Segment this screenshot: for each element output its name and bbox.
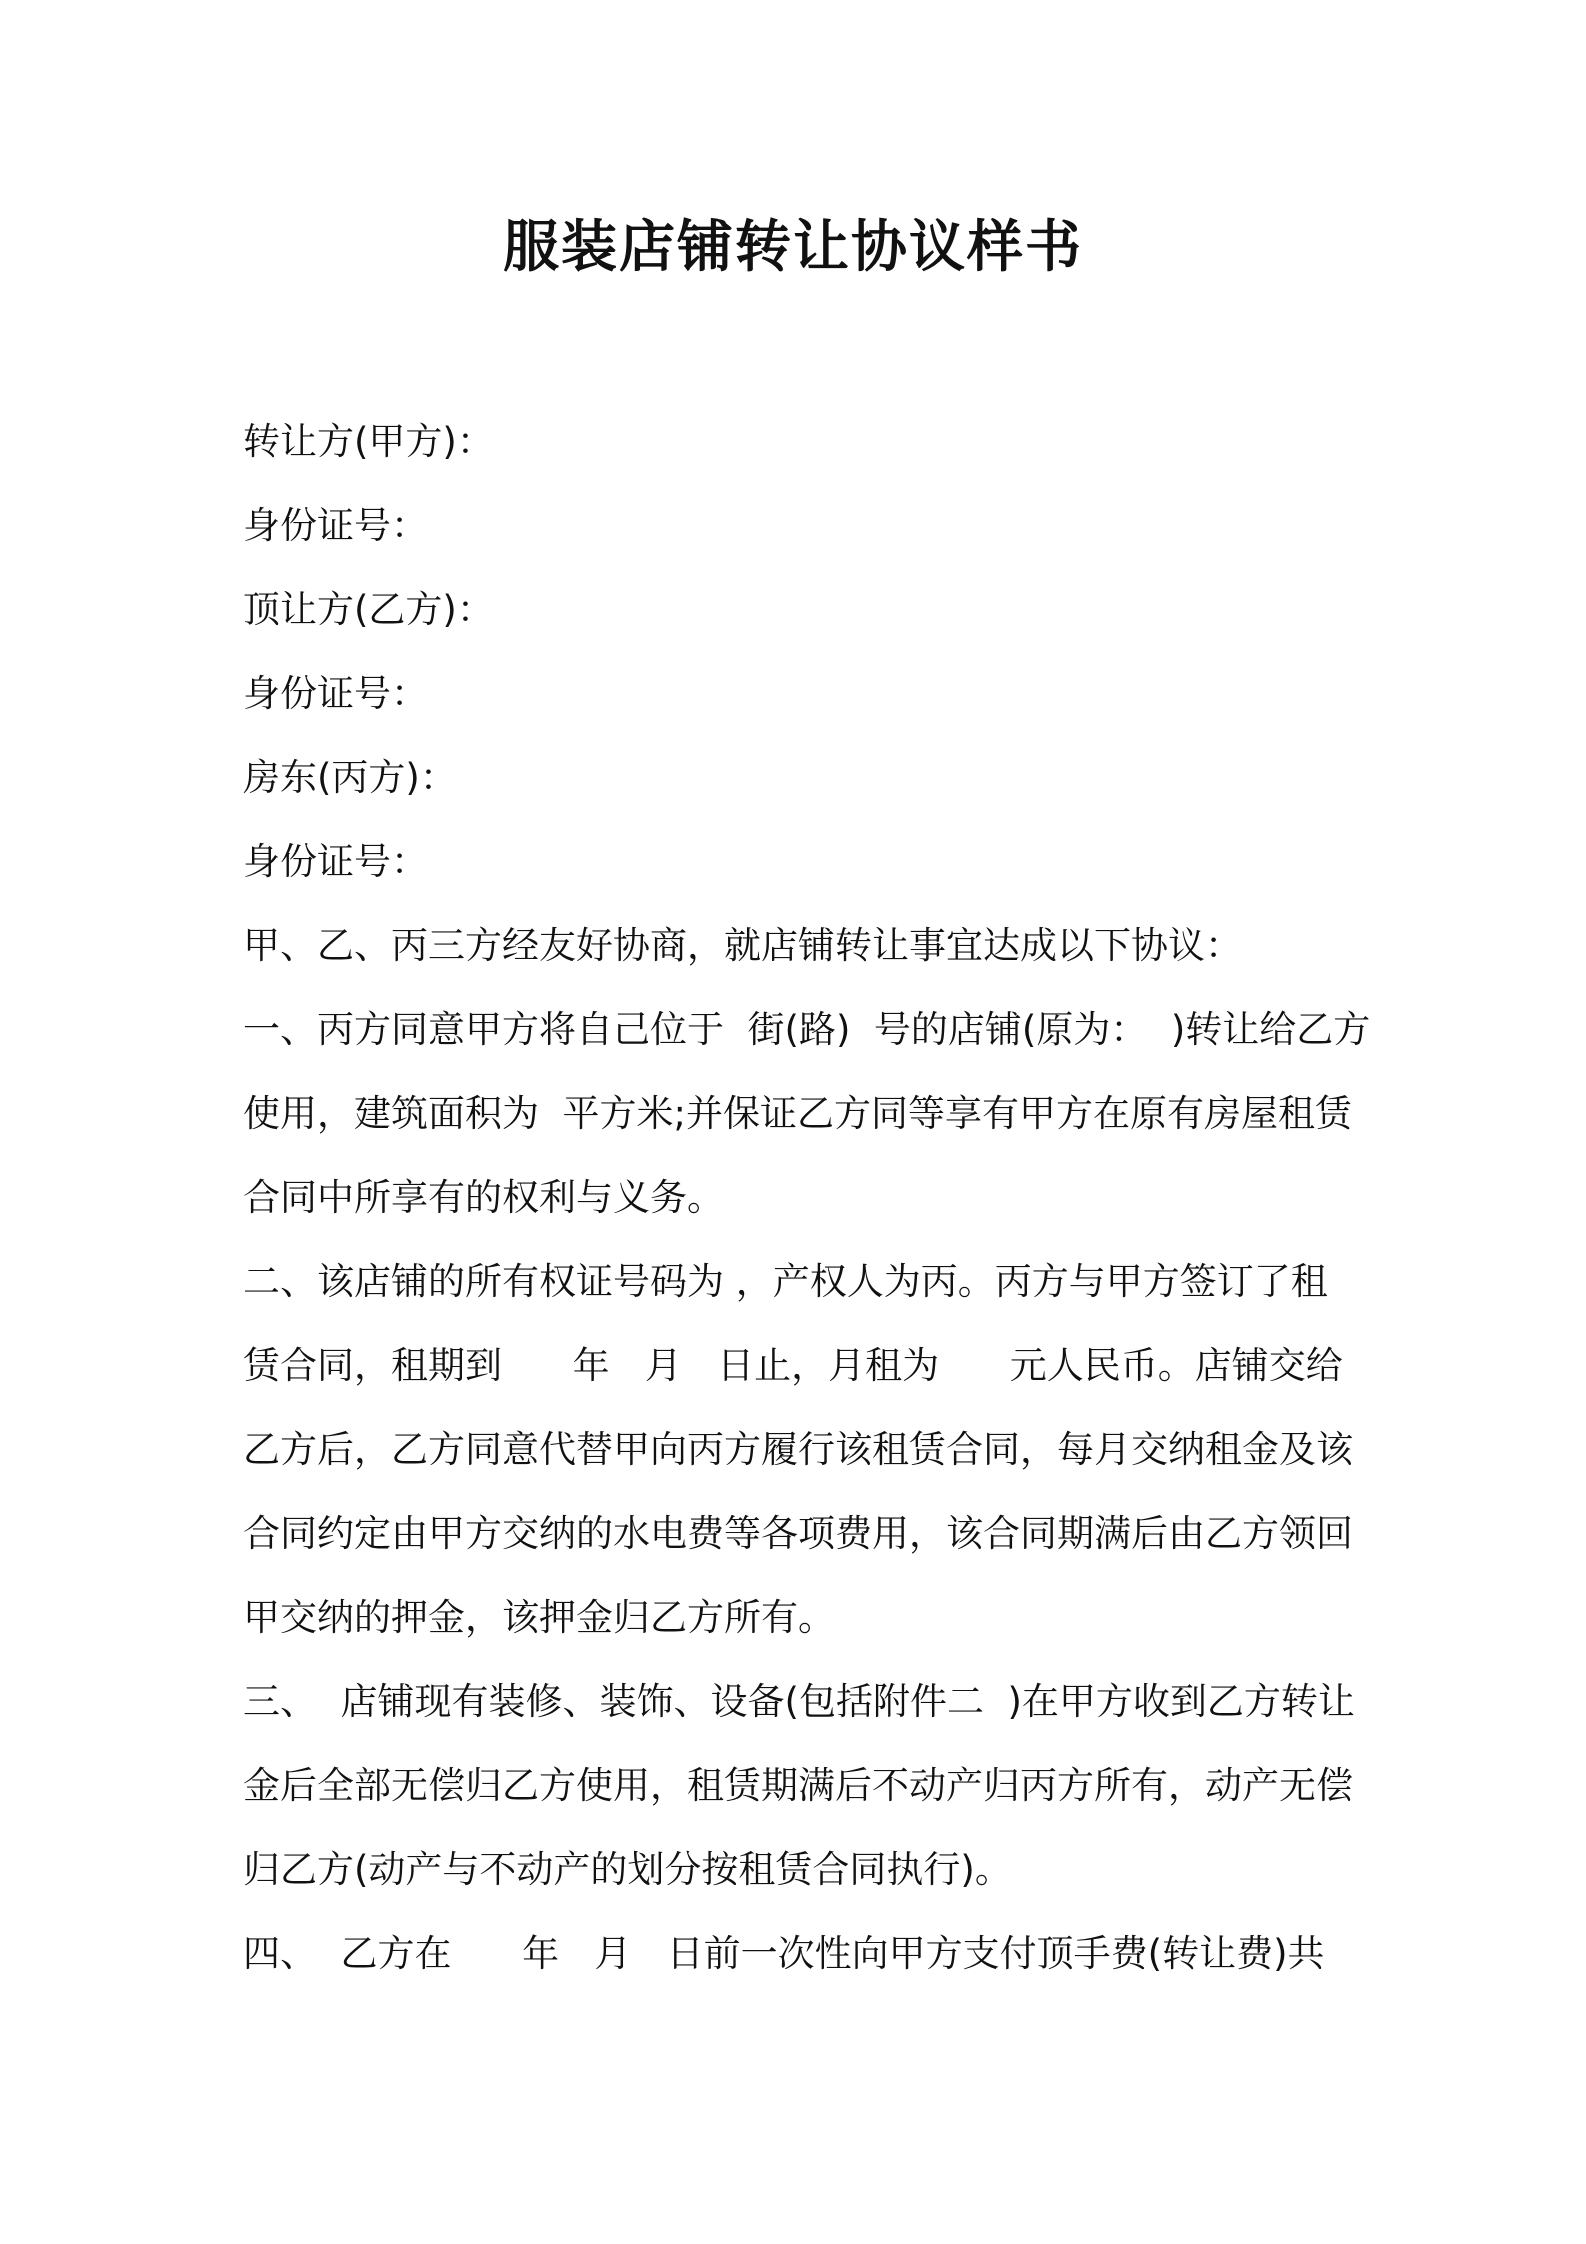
party-transferor: 转让方(甲方)： xyxy=(243,420,494,463)
party-landlord: 房东(丙方)： xyxy=(243,756,457,799)
clause-2-line-1: 二、该店铺的所有权证号码为 ，产权人为丙。丙方与甲方签订了租 xyxy=(243,1260,1328,1303)
clause-3-line-1: 三、 店铺现有装修、装饰、设备(包括附件二 )在甲方收到乙方转让 xyxy=(243,1680,1355,1723)
party-transferee: 顶让方(乙方)： xyxy=(243,588,494,631)
clause-2-line-3: 乙方后，乙方同意代替甲向丙方履行该租赁合同，每月交纳租金及该 xyxy=(243,1428,1353,1471)
party-transferee-id: 身份证号： xyxy=(243,672,428,715)
clause-1-line-3: 合同中所享有的权利与义务。 xyxy=(243,1176,724,1219)
clause-1-line-1: 一、丙方同意甲方将自己位于 街(路) 号的店铺(原为： )转让给乙方 xyxy=(243,1008,1371,1051)
intro-text: 甲、乙、丙三方经友好协商，就店铺转让事宜达成以下协议： xyxy=(243,924,1242,967)
clause-2-line-4: 合同约定由甲方交纳的水电费等各项费用，该合同期满后由乙方领回 xyxy=(243,1512,1353,1555)
document-body xyxy=(243,400,1371,1996)
clause-2-line-5: 甲交纳的押金，该押金归乙方所有。 xyxy=(243,1596,835,1639)
party-landlord-id: 身份证号： xyxy=(243,840,428,883)
clause-1-line-2: 使用，建筑面积为 平方米;并保证乙方同等享有甲方在原有房屋租赁 xyxy=(243,1092,1352,1135)
clause-4-line-1: 四、 乙方在 年 月 日前一次性向甲方支付顶手费(转让费)共 xyxy=(243,1932,1325,1975)
clause-3-line-3: 归乙方(动产与不动产的划分按租赁合同执行)。 xyxy=(243,1848,1012,1891)
clause-2-line-2: 赁合同，租期到 年 月 日止，月租为 元人民币。店铺交给 xyxy=(243,1344,1343,1387)
party-transferor-id: 身份证号： xyxy=(243,504,428,547)
clause-3-line-2: 金后全部无偿归乙方使用，租赁期满后不动产归丙方所有，动产无偿 xyxy=(243,1764,1353,1807)
document-title: 服装店铺转让协议样书 xyxy=(503,215,1083,280)
